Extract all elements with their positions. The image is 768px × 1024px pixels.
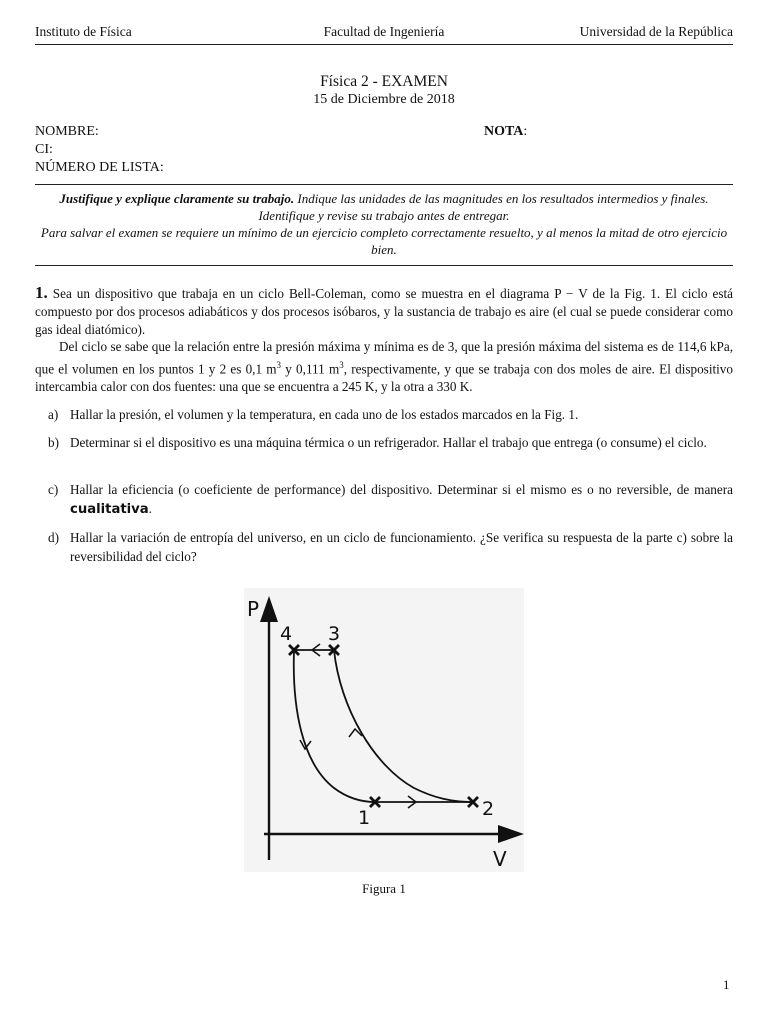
instructions-rest: Indique las unidades de las magnitudes en los resultados intermedios y finales. Identifique y revise su trabajo antes de entregar.	[258, 191, 709, 223]
axis-label-p: P	[247, 597, 260, 621]
nombre-label: NOMBRE:	[35, 124, 99, 139]
item-c-body	[70, 480, 733, 519]
problem-paragraph-2	[35, 338, 733, 396]
pv-diagram	[244, 588, 524, 872]
item-b-label: b)	[48, 435, 59, 450]
ci-label: CI:	[35, 142, 53, 157]
item-c-text: Hallar la eficiencia (o coeficiente de performance) del dispositivo. Determinar si el mismo es o no reversible, de manera	[70, 482, 733, 497]
item-a-label: a)	[48, 407, 59, 422]
header-rule	[35, 44, 733, 45]
problem-text-2a: Del ciclo se sabe que la relación entre la presión máxima y mínima es de 3, que la presión máxima del sistema es de 114,6 kPa, que el volumen en los puntos 1 y 2 es 0,1 m	[35, 339, 733, 377]
instructions-line2: Para salvar el examen se requiere un mínimo de un ejercicio completo correctamente resuelto, y al menos la mitad de otro ejercicio bien.	[40, 225, 728, 257]
item-c-end: .	[148, 501, 152, 516]
item-b	[48, 433, 733, 452]
item-d-text: Hallar la variación de entropía del universo, en un ciclo de funcionamiento. ¿Se verifica su respuesta de la parte c) sobre la reversibilidad del ciclo?	[70, 530, 733, 564]
problem-number: 1.	[35, 283, 48, 302]
instructions-line1	[35, 190, 733, 224]
axis-label-v: V	[493, 847, 507, 871]
item-a-text: Hallar la presión, el volumen y la temperatura, en cada uno de los estados marcados en la Fig. 1.	[70, 407, 579, 422]
item-d-label: d)	[48, 530, 59, 545]
state-label-2: 2	[482, 798, 495, 820]
state-label-3: 3	[328, 623, 341, 645]
instructions-bottom-rule	[35, 265, 733, 266]
problem-text-1: Sea un dispositivo que trabaja en un ciclo Bell-Coleman, como se muestra en el diagrama P − V de la Fig. 1. El ciclo está compuesto por dos procesos adiabáticos y dos procesos isóbaros, y la sustancia de trabajo es aire (el cual se puede considerar como gas ideal diatómico).	[35, 286, 734, 337]
item-d	[48, 528, 733, 566]
exam-title: Física 2 - EXAMEN	[320, 73, 448, 90]
item-c-label: c)	[48, 482, 59, 497]
superscript-2: 3	[339, 360, 344, 370]
superscript-1: 3	[276, 360, 282, 370]
problem-paragraph-1	[35, 284, 733, 339]
exam-date: 15 de Diciembre de 2018	[313, 92, 455, 107]
nota-label: NOTA	[484, 124, 524, 139]
header-faculty: Facultad de Ingeniería	[323, 24, 445, 39]
numero-lista-label: NÚMERO DE LISTA:	[35, 160, 164, 175]
item-a	[48, 405, 733, 424]
item-c	[48, 480, 733, 519]
instructions-top-rule	[35, 184, 733, 185]
problem-text-2b: y 0,111 m	[281, 361, 340, 377]
problem-text-2c: , respectivamente, y que se trabaja con dos moles de aire. El dispositivo intercambia calor con dos fuentes: una que se encuentra a 245 K, y la otra a 330 K.	[35, 361, 733, 395]
page-number: 1	[723, 977, 730, 992]
nota-colon: :	[523, 124, 528, 139]
header-university: Universidad de la República	[579, 24, 733, 39]
state-label-1: 1	[358, 807, 371, 829]
nota-field	[484, 124, 527, 140]
instructions-box	[35, 190, 733, 258]
instructions-bold: Justifique y explique claramente su trabajo.	[59, 191, 295, 206]
item-c-bold: cualitativa	[70, 502, 149, 517]
item-b-text: Determinar si el dispositivo es una máquina térmica o un refrigerador. Hallar el trabajo que entrega (o consume) el ciclo.	[70, 435, 707, 450]
figure-caption: Figura 1	[362, 881, 406, 896]
header-institute: Instituto de Física	[35, 24, 132, 39]
state-label-4: 4	[280, 623, 293, 645]
